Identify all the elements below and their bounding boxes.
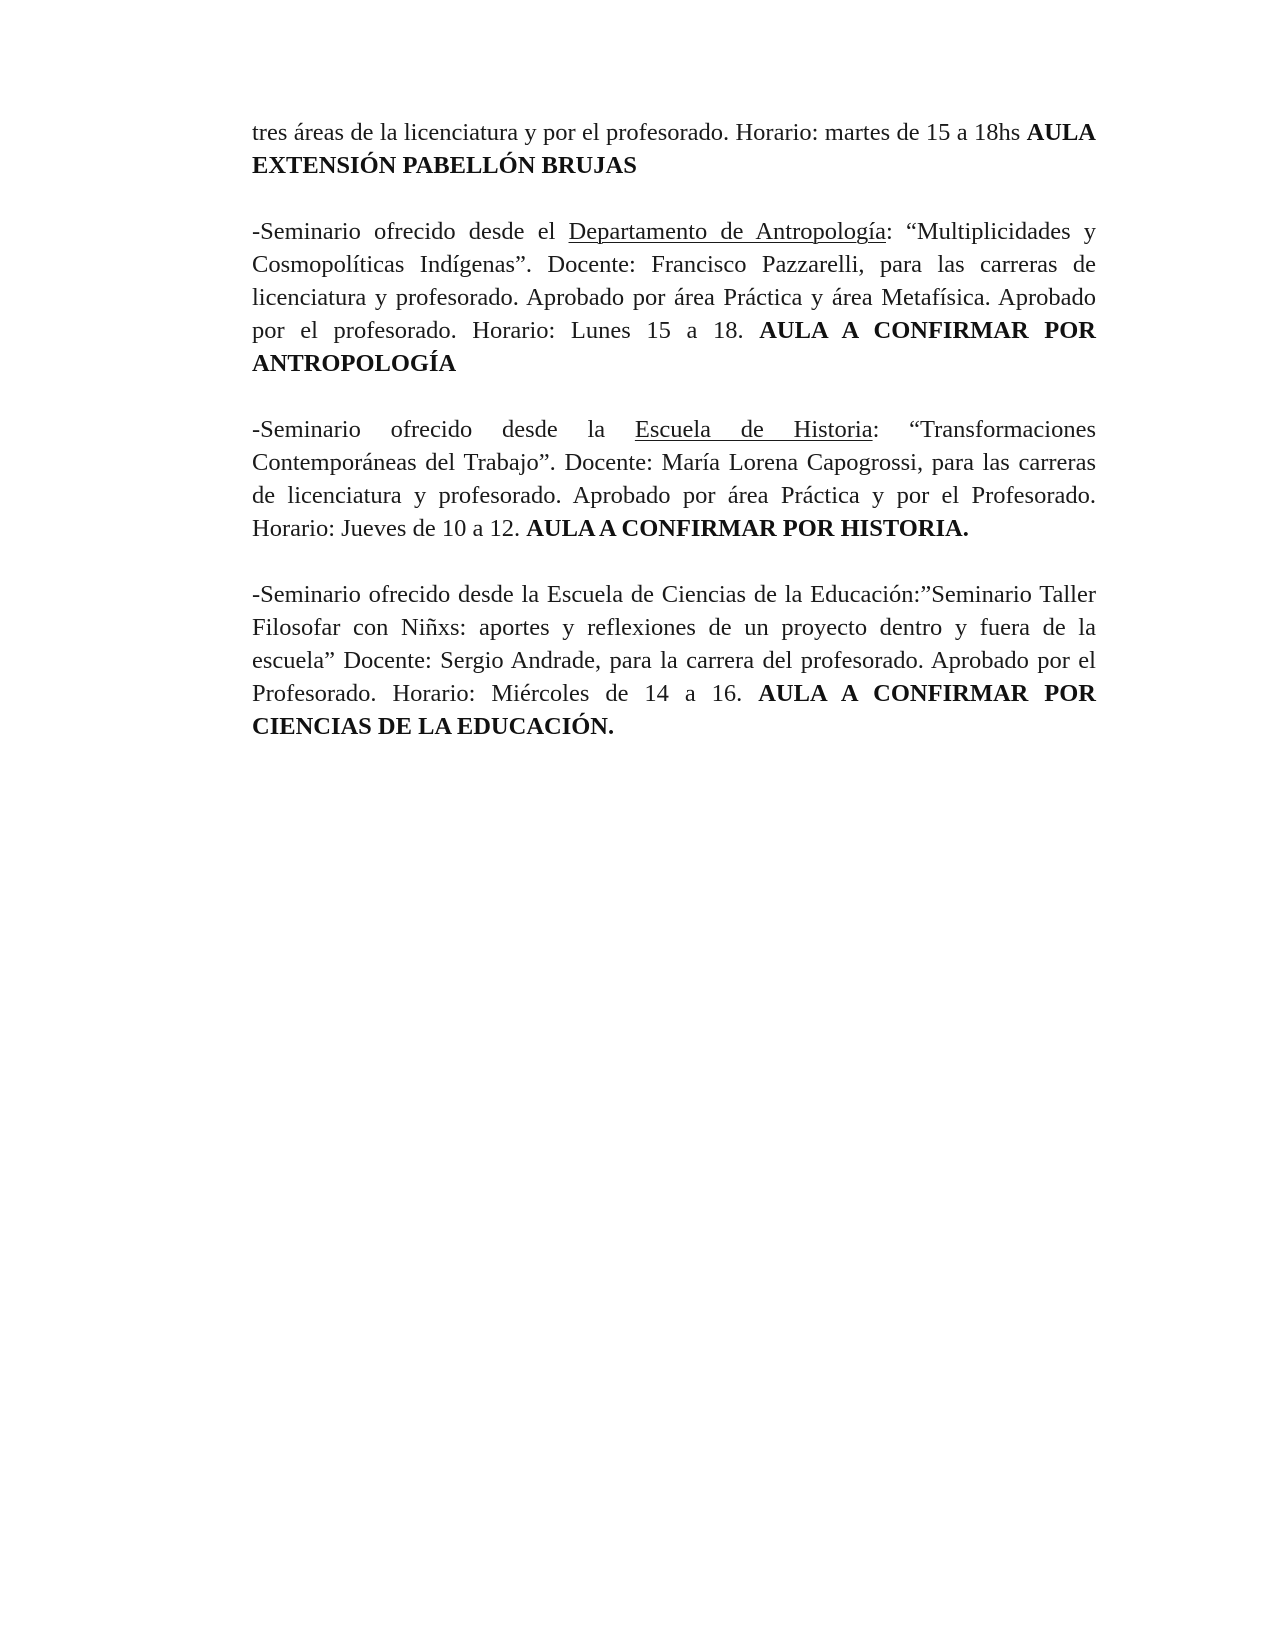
classroom-notice: AULA EXTENSIÓN PABELLÓN BRUJAS <box>252 119 1096 179</box>
paragraph-antropologia <box>252 215 1096 380</box>
paragraph-text: tres áreas de la licenciatura y por el profesorado. Horario: martes de 15 a 18hs <box>252 119 1021 146</box>
paragraph-text: : “Transformaciones Contemporáneas del Trabajo”. Docente: María Lorena Capogrossi, para las carreras de licenciatura y profesorado. Aprobado por área Práctica y por el Profesorado. Horario: Jueves de 10 a 12. <box>252 416 1096 542</box>
department-link[interactable]: Departamento de Antropología <box>568 218 886 245</box>
paragraph-text: -Seminario ofrecido desde la <box>252 416 635 443</box>
document-body <box>252 116 1096 743</box>
classroom-notice: AULA A CONFIRMAR POR CIENCIAS DE LA EDUCACIÓN. <box>252 680 1096 740</box>
paragraph-text: : “Multiplicidades y Cosmopolíticas Indígenas”. Docente: Francisco Pazzarelli, para las carreras de licenciatura y profesorado. Aprobado por área Práctica y área Metafísica. Aprobado por el profesorado. Horario: Lunes 15 a 18. <box>252 218 1096 344</box>
paragraph-historia <box>252 413 1096 545</box>
paragraph-ciencias-educacion <box>252 578 1096 743</box>
paragraph-text: -Seminario ofrecido desde el <box>252 218 569 245</box>
school-link[interactable]: Escuela de Historia <box>634 416 873 443</box>
paragraph-pabellon-brujas <box>252 116 1096 182</box>
classroom-notice: AULA A CONFIRMAR POR HISTORIA. <box>526 515 969 542</box>
paragraph-text: -Seminario ofrecido desde la Escuela de Ciencias de la Educación:”Seminario Taller Filosofar con Niñxs: aportes y reflexiones de un proyecto dentro y fuera de la escuela” Docente: Sergio Andrade, para la carrera del profesorado. Aprobado por el Profesorado. Horario: Miércoles de 14 a 16. <box>252 581 1096 707</box>
classroom-notice: AULA A CONFIRMAR POR ANTROPOLOGÍA <box>252 317 1096 377</box>
